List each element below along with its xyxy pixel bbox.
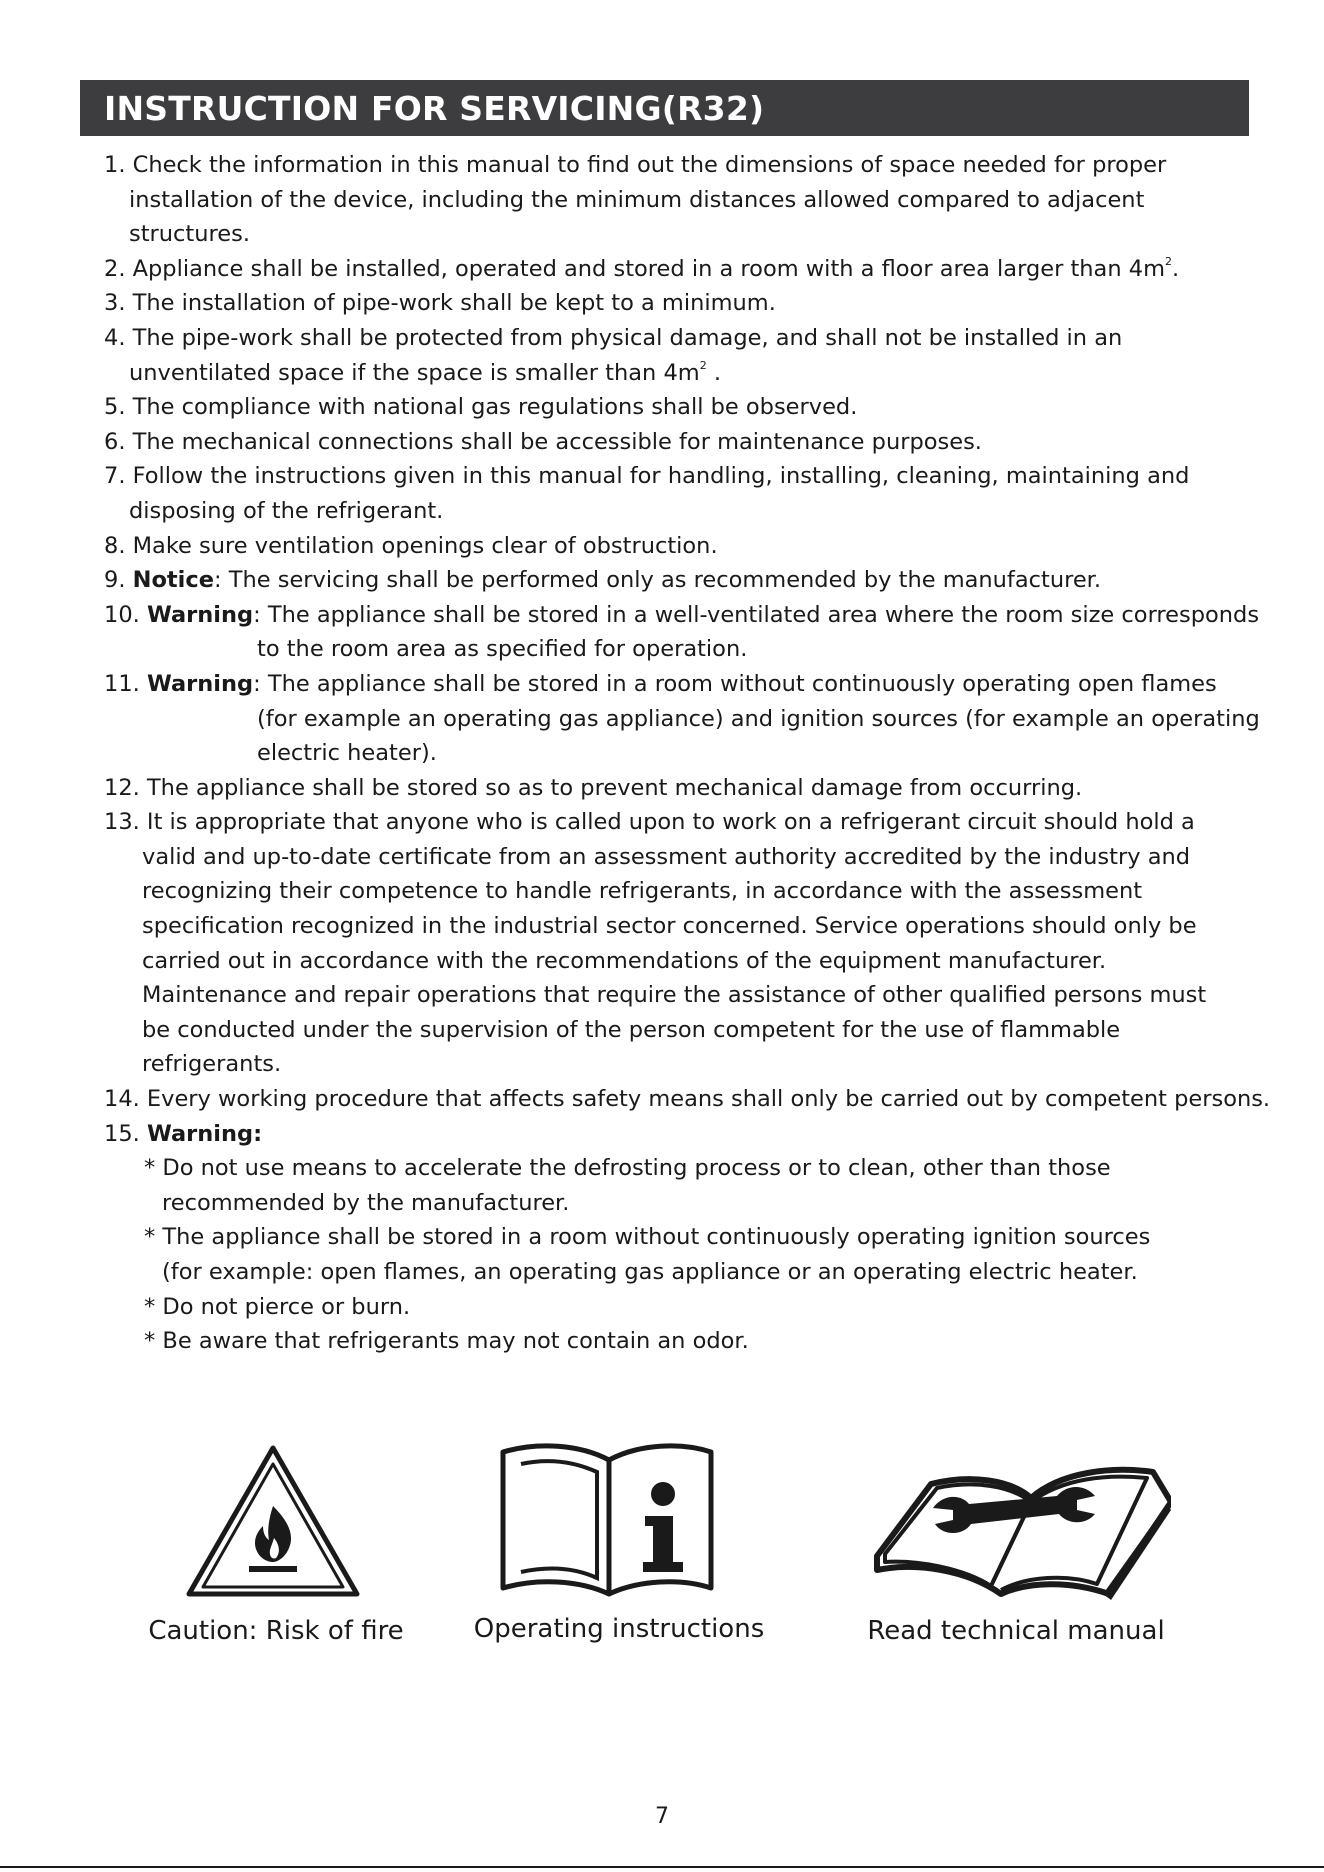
item-4-period: . (706, 359, 721, 386)
item-2-period: . (1171, 255, 1180, 282)
item-13-line-4: specification recognized in the industrial sector concerned. Service operations should only be (142, 913, 1197, 940)
item-10-line-1 (104, 598, 1284, 633)
superscript: 2 (1164, 254, 1172, 268)
item-13-line-8: refrigerants. (142, 1051, 282, 1078)
bullet-2-line-1: * The appliance shall be stored in a room without continuously operating ignition sources (144, 1224, 1151, 1251)
item-11-line-2: (for example an operating gas appliance) and ignition sources (for example an operating (257, 705, 1260, 732)
item-11-line-3: electric heater). (257, 740, 437, 767)
item-12: 12. The appliance shall be stored so as to prevent mechanical damage from occurring. (104, 774, 1083, 801)
symbols-row (0, 1430, 1324, 1650)
item-3: 3. The installation of pipe-work shall be kept to a minimum. (104, 290, 776, 317)
item-9-text: : The servicing shall be performed only as recommended by the manufacturer. (213, 567, 1102, 594)
item-7-line-1: 7. Follow the instructions given in this manual for handling, installing, cleaning, maintaining and (104, 463, 1190, 490)
item-10-number: 10. (104, 601, 147, 628)
technical-manual-caption: Read technical manual (867, 1616, 1165, 1646)
item-7-line-2: disposing of the refrigerant. (129, 497, 444, 524)
item-11-number: 11. (104, 670, 147, 697)
item-5: 5. The compliance with national gas regulations shall be observed. (104, 394, 858, 421)
page-number: 7 (655, 1804, 669, 1829)
item-2 (104, 252, 1284, 287)
item-9-number: 9. (104, 567, 133, 594)
item-14: 14. Every working procedure that affects safety means shall only be carried out by competent persons. (104, 1086, 1271, 1113)
item-6: 6. The mechanical connections shall be accessible for maintenance purposes. (104, 428, 982, 455)
item-11-line-1 (104, 667, 1284, 702)
warning-label: Warning (146, 670, 254, 697)
warning-label: Warning (146, 601, 254, 628)
item-10-text: : The appliance shall be stored in a well-ventilated area where the room size corresponds (253, 601, 1260, 628)
bullet-3: * Do not pierce or burn. (144, 1293, 411, 1320)
item-9 (104, 563, 1284, 598)
bullet-4: * Be aware that refrigerants may not contain an odor. (144, 1328, 749, 1355)
item-1-line-2: installation of the device, including the minimum distances allowed compared to adjacent (129, 186, 1145, 213)
item-15-number: 15. (104, 1120, 147, 1147)
item-4-line-2 (104, 356, 1284, 391)
item-10-line-2: to the room area as specified for operation. (257, 636, 748, 663)
technical-manual-icon (871, 1444, 1171, 1604)
bottom-divider (0, 1866, 1324, 1868)
bullet-1-line-1: * Do not use means to accelerate the defrosting process or to clean, other than those (144, 1155, 1111, 1182)
section-header (80, 80, 1249, 136)
item-2-text: 2. Appliance shall be installed, operated and stored in a room with a floor area larger than 4m (104, 255, 1165, 282)
fire-warning-icon (183, 1442, 363, 1602)
item-13-line-6: Maintenance and repair operations that require the assistance of other qualified persons must (142, 982, 1207, 1009)
section-title: INSTRUCTION FOR SERVICING(R32) (104, 88, 765, 128)
item-13-line-2: valid and up-to-date certificate from an assessment authority accredited by the industry and (142, 843, 1191, 870)
item-8: 8. Make sure ventilation openings clear of obstruction. (104, 532, 718, 559)
item-13-line-1: 13. It is appropriate that anyone who is called upon to work on a refrigerant circuit should hold a (104, 809, 1195, 836)
fire-warning-caption: Caution: Risk of fire (148, 1616, 404, 1646)
item-4-line-1: 4. The pipe-work shall be protected from physical damage, and shall not be installed in an (104, 324, 1123, 351)
instruction-list (104, 148, 1284, 1359)
bullet-2-line-2: (for example: open flames, an operating gas appliance or an operating electric heater. (162, 1259, 1138, 1285)
notice-label: Notice (132, 567, 214, 594)
item-13-line-5: carried out in accordance with the recommendations of the equipment manufacturer. (142, 947, 1107, 974)
item-11-text: : The appliance shall be stored in a room without continuously operating open flames (253, 670, 1217, 697)
bullet-1-line-2: recommended by the manufacturer. (162, 1189, 570, 1216)
warning-label: Warning: (146, 1120, 263, 1147)
item-15-heading (104, 1117, 1284, 1152)
item-13-line-7: be conducted under the supervision of the person competent for the use of flammable (142, 1016, 1121, 1043)
operating-instructions-caption: Operating instructions (473, 1614, 765, 1644)
item-1-line-1: 1. Check the information in this manual to find out the dimensions of space needed for proper (104, 152, 1167, 178)
superscript: 2 (699, 358, 707, 372)
item-4-text: unventilated space if the space is smaller than 4m (129, 359, 700, 386)
item-1-line-3: structures. (129, 221, 250, 248)
operating-instructions-icon (497, 1438, 717, 1600)
item-13-line-3: recognizing their competence to handle refrigerants, in accordance with the assessment (142, 878, 1143, 905)
